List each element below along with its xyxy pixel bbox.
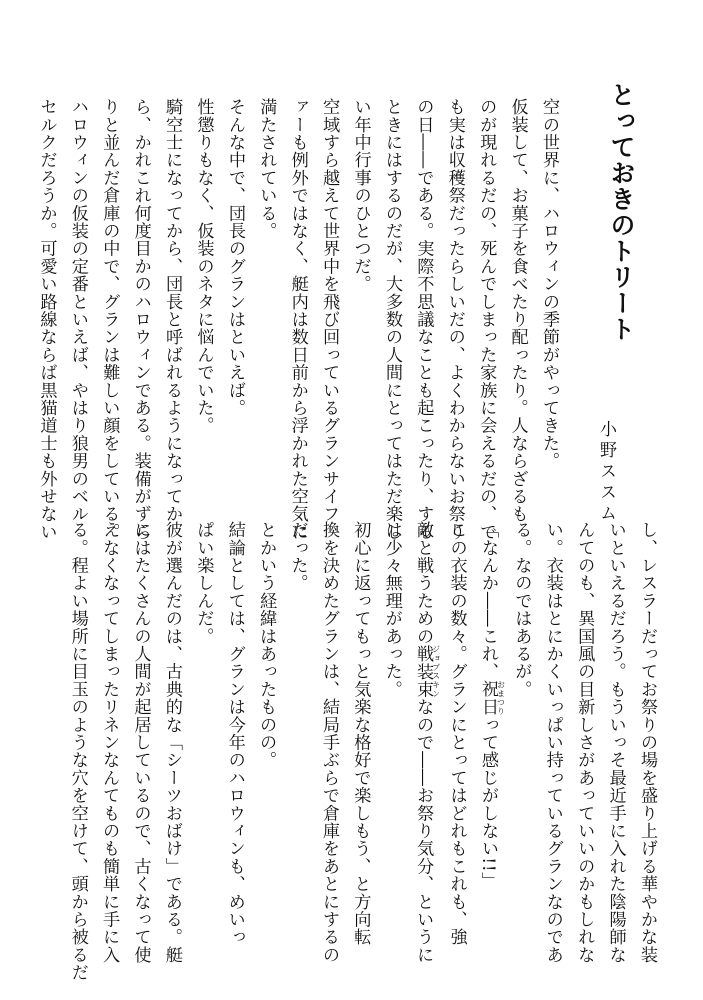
text-line: ら、かれこれ何度目かのハロウィンである。装備がずら — [130, 98, 151, 541]
text-line: だった。 — [287, 521, 308, 592]
text-line: 初心に返ってもっと気楽な格好で楽しもう、と方向転 — [350, 521, 371, 946]
text-line: りと並んだ倉庫の中で、グランは難しい顔をしている。 — [99, 98, 120, 541]
text-line-with-ruby — [472, 521, 505, 943]
text-line: 結論としては、グランは今年のハロウィンも、めいっ — [224, 521, 245, 946]
text-line: そんな中で、団長のグランはといえば。 — [224, 98, 245, 417]
text-line: 空の世界に、ハロウィンの季節がやってきた。 — [539, 98, 559, 470]
text-line: とかいう経緯はあったものの。 — [256, 521, 277, 769]
text-line: 空域すら越えて世界中を飛び回っているグランサイフ — [319, 98, 340, 523]
text-line: にはたくさんの人間が起居しているので、古くなって使 — [130, 521, 151, 964]
ruby-reading: おまつり — [496, 680, 506, 716]
text-fragment: 「なんか――これ、 — [477, 521, 498, 681]
text-line: も実は収穫祭だったらしいだの、よくわからないお祭り — [444, 98, 465, 541]
text-line: 彼が選んだのは、古典的な「シーツおばけ」である。艇 — [161, 521, 182, 964]
text-line-with-ruby — [407, 521, 441, 964]
text-line: 換を決めたグランは、結局手ぶらで倉庫をあとにするの — [318, 521, 339, 964]
text-line: ぱい楽しんだ。 — [193, 521, 214, 645]
text-line: ときにはするのだが、大多数の人間にとってはただ楽し — [381, 98, 402, 541]
text-line: のが現れるだの、死んでしまった家族に会えるだの、で — [476, 98, 497, 541]
author-name: 小野ススム — [596, 420, 616, 525]
ruby-reading: ジョブスキン — [431, 644, 441, 699]
text-line: る。なのではあるが。 — [511, 521, 532, 698]
text-fragment: なので――お祭り気分、というに — [413, 698, 434, 964]
text-line: セルクだろうか。可愛い路線ならば黒猫道士も外せない — [36, 98, 57, 541]
text-line: の日――である。実際不思議なことも起こったり、する — [413, 98, 434, 541]
ruby-annotation — [413, 644, 441, 699]
ruby-base: 祝日 — [477, 680, 498, 716]
story-title: とっておきのトリート — [607, 82, 636, 342]
text-line: いといえるだろう。もういっそ最近手に入れた陰陽師な — [605, 521, 626, 964]
text-line: は少々無理があった。 — [381, 521, 402, 698]
text-fragment: 敵と戦うための — [413, 521, 434, 645]
ruby-annotation — [477, 680, 506, 716]
text-line: この衣装の数々。グランにとってはどれもこれも、強 — [446, 521, 467, 946]
text-line: い。衣装はとにかくいっぱい持っているグランなのであ — [542, 521, 563, 964]
text-line: 性懲りもなく、仮装のネタに悩んでいた。 — [193, 98, 214, 435]
text-line: る。程よい場所に目玉のような穴を空けて、頭から被るだ — [67, 521, 88, 982]
text-line: し、レスラーだってお祭りの場を盛り上げる華やかな装 — [637, 521, 657, 964]
text-line: えなくなってしまったリネンなんてものも簡単に手に入 — [99, 521, 120, 964]
text-line: い年中行事のひとつだ。 — [350, 98, 371, 293]
text-line: んてのも、異国風の目新しさがあっていいのかもしれな — [574, 521, 595, 964]
text-line: 騎空士になってから、団長と呼ばれるようになってか — [162, 98, 183, 523]
text-block-upper — [36, 98, 564, 541]
text-line: 満たされている。 — [256, 98, 277, 240]
text-line: ハロウィンの仮装の定番といえば、やはり狼男のベル — [67, 98, 88, 523]
text-fragment: って感じがしない!!」 — [477, 715, 498, 890]
ruby-base: 戦装束 — [413, 644, 434, 699]
text-block-lower — [67, 521, 662, 982]
text-line: 仮装して、お菓子を食べたり配ったり。人ならざるも — [507, 98, 528, 523]
text-line: ァーも例外ではなく、艇内は数日前から浮かれた空気に — [287, 98, 308, 541]
